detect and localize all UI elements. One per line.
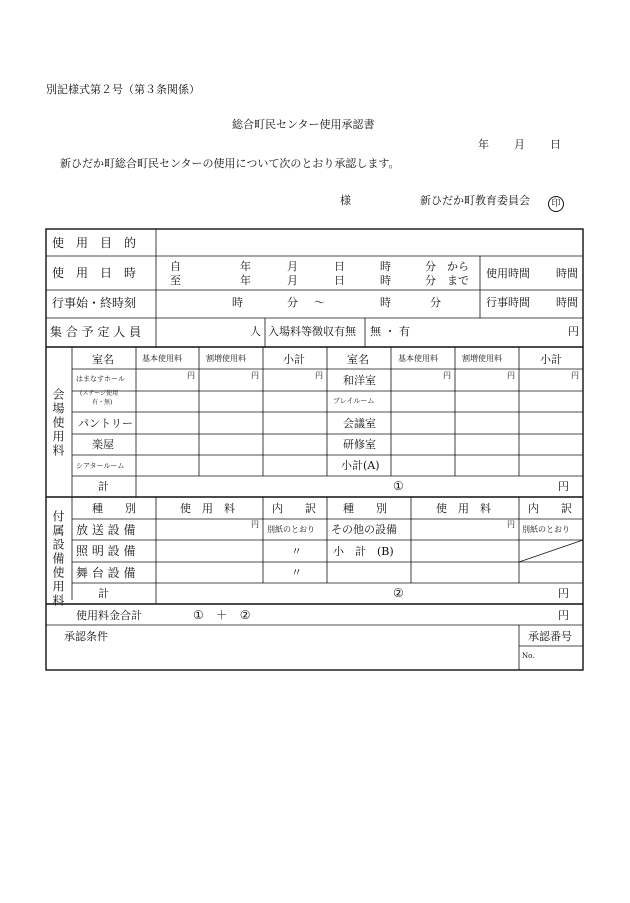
date-day-label: 日: [550, 138, 561, 151]
grand-total-yen: 円: [558, 609, 569, 622]
venue-total-label: 計: [98, 480, 109, 493]
venue-header-room-2: 室名: [347, 353, 369, 366]
venue-total-circle: ①: [393, 479, 404, 493]
hall-basic-yen: 円: [187, 371, 195, 380]
usage-time-label: 使用時間: [486, 267, 530, 280]
from-month: 月: [287, 260, 298, 273]
to-day: 日: [334, 274, 345, 287]
stage-ditto: 〃: [291, 566, 302, 579]
event-start-minute: 分: [287, 296, 298, 309]
purpose-label: 使 用 目 的: [52, 236, 137, 250]
approval-number-label: 承認番号: [528, 630, 572, 643]
to-month: 月: [287, 274, 298, 287]
equip-stage: 舞 台 設 備: [76, 566, 136, 580]
room-gakuya: 楽屋: [92, 438, 114, 451]
equipment-side-label: 付属設備使用料: [51, 510, 65, 608]
event-start-hour: 時: [232, 296, 243, 309]
hall-stage-note: (ステージ使用: [80, 390, 119, 397]
equip-total-yen: 円: [558, 587, 569, 600]
room-hamanasu-hall: はまなすホール: [76, 375, 125, 383]
equip-other: その他の設備: [331, 523, 397, 536]
room-wayoushitsu: 和洋室: [343, 374, 376, 387]
room-kenshushitsu: 研修室: [343, 438, 376, 451]
equip-total-label: 計: [98, 587, 109, 600]
other-note: 別紙のとおり: [522, 525, 570, 534]
equip-header-detail: 内 訳: [272, 502, 316, 515]
to-label: 至: [170, 274, 181, 287]
grand-total-label: 使用料金合計: [76, 609, 142, 622]
admission-yen: 円: [568, 325, 579, 338]
event-hours-unit: 時間: [556, 296, 578, 309]
venue-header-extra: 割増使用料: [206, 354, 246, 363]
other-yen: 円: [507, 520, 515, 529]
room-theater: シアタールーム: [76, 462, 125, 470]
room-kaigishitsu: 会議室: [343, 417, 376, 430]
room-pantry: パントリー: [78, 417, 133, 430]
admission-options: 無 ・ 有: [370, 325, 410, 338]
equip-header-fee: 使 用 料: [180, 502, 235, 515]
subtotal-a-label: 小計(A): [341, 459, 380, 472]
wayou-subtotal-yen: 円: [571, 371, 579, 380]
from-minute: 分: [425, 260, 436, 273]
hall-extra-yen: 円: [251, 371, 259, 380]
equip-broadcast: 放 送 設 備: [76, 523, 136, 537]
from-label: 自: [170, 260, 181, 273]
venue-side-label: 会場使用料: [51, 388, 65, 458]
person-unit: 人: [250, 325, 261, 338]
grand-total-formula: ① ＋ ②: [193, 608, 251, 622]
to-suffix: まで: [447, 274, 469, 287]
from-day: 日: [334, 260, 345, 273]
event-tilde: ～: [314, 296, 325, 309]
admission-label: 入場料等徴収有無: [268, 325, 356, 338]
equip-header-detail-2: 内 訳: [528, 502, 572, 515]
equip-header-type: 種 別: [92, 502, 136, 515]
event-end-hour: 時: [380, 296, 391, 309]
issuer-name: 新ひだか町教育委員会: [420, 194, 530, 207]
hall-subtotal-yen: 円: [315, 371, 323, 380]
event-time-label: 行事始・終時刻: [52, 296, 137, 310]
equip-header-fee-2: 使 用 料: [436, 502, 491, 515]
equip-lighting: 照 明 設 備: [76, 544, 136, 558]
approval-no-label: No.: [522, 652, 535, 660]
to-year: 年: [240, 274, 251, 287]
venue-header-room: 室名: [92, 353, 114, 366]
room-playroom: プレイルーム: [333, 397, 375, 405]
intro-text: 新ひだか町総合町民センターの使用について次のとおり承認します。: [60, 157, 400, 170]
from-suffix: から: [447, 260, 469, 273]
venue-header-subtotal-2: 小計: [540, 353, 562, 366]
wayou-extra-yen: 円: [507, 371, 515, 380]
from-year: 年: [240, 260, 251, 273]
seal-icon: 印: [548, 193, 564, 212]
from-hour: 時: [380, 260, 391, 273]
document-title: 総合町民センター使用承認書: [232, 118, 375, 131]
event-end-minute: 分: [430, 296, 441, 309]
venue-header-basic-2: 基本使用料: [398, 354, 438, 363]
form-number: 別記様式第２号（第３条関係）: [46, 83, 200, 96]
broadcast-yen: 円: [251, 520, 259, 529]
hall-stage-note-2: 有・無): [92, 399, 113, 406]
datetime-label: 使 用 日 時: [52, 266, 137, 280]
to-hour: 時: [380, 274, 391, 287]
date-year-label: 年: [478, 138, 489, 151]
venue-header-subtotal: 小計: [283, 353, 305, 366]
usage-hours-unit: 時間: [556, 267, 578, 280]
equip-header-type-2: 種 別: [343, 502, 387, 515]
venue-header-extra-2: 割増使用料: [462, 354, 502, 363]
wayou-basic-yen: 円: [443, 371, 451, 380]
date-month-label: 月: [514, 138, 525, 151]
subtotal-b-label: 小 計 (B): [333, 545, 394, 558]
addressee-suffix: 様: [340, 194, 351, 207]
to-minute: 分: [425, 274, 436, 287]
venue-total-yen: 円: [558, 480, 569, 493]
event-duration-label: 行事時間: [486, 296, 530, 309]
venue-header-basic: 基本使用料: [142, 354, 182, 363]
equip-total-circle: ②: [393, 586, 404, 600]
attendance-label: 集 合 予 定 人 員: [50, 325, 142, 339]
lighting-ditto: 〃: [291, 545, 302, 558]
conditions-label: 承認条件: [64, 630, 108, 643]
broadcast-note: 別紙のとおり: [267, 525, 315, 534]
